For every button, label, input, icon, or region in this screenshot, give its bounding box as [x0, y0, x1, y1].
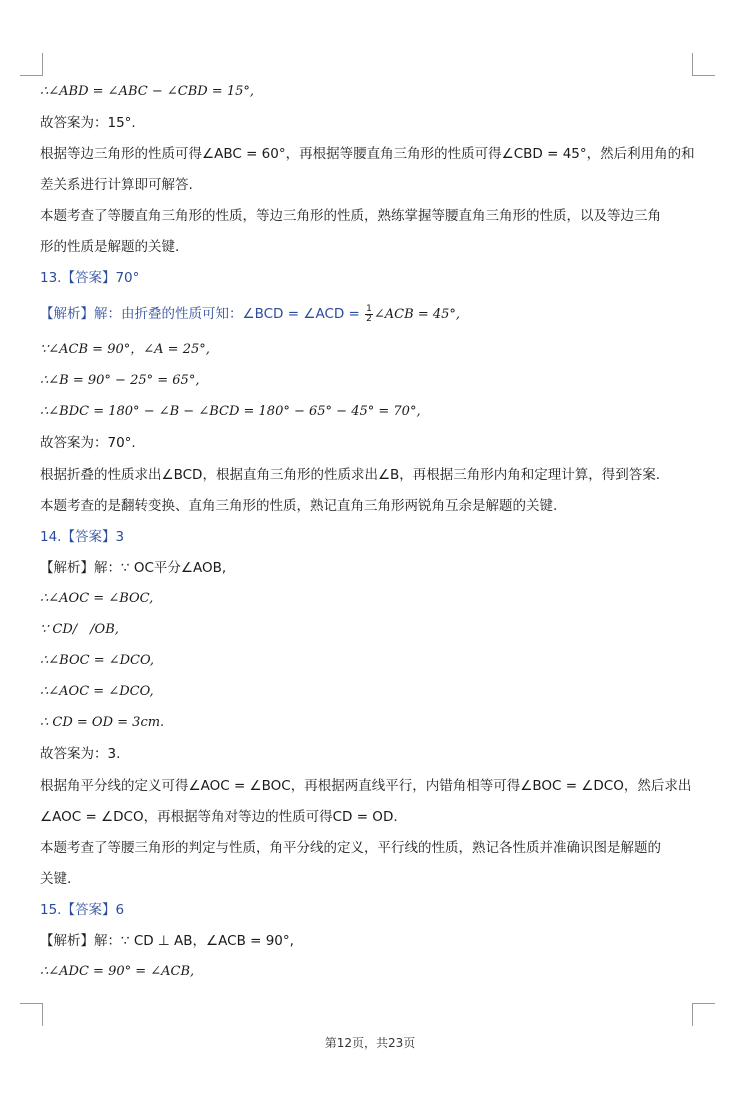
analysis-line — [40, 304, 700, 325]
text-line: ∴∠BOC = ∠DCO, — [40, 653, 155, 668]
fraction-numerator: 1 — [366, 303, 372, 314]
answer-heading: 15.【答案】6 — [40, 902, 125, 918]
page-footer: 第12页，共23页 — [324, 1036, 416, 1050]
text-line: 形的性质是解题的关键. — [40, 239, 180, 255]
text-line: 本题考查了等腰直角三角形的性质，等边三角形的性质，熟练掌握等腰直角三角形的性质，以及等边三角 — [40, 208, 661, 224]
text-line: ∴∠AOC = ∠BOC, — [40, 591, 154, 606]
text-line: 根据折叠的性质求出∠BCD，根据直角三角形的性质求出∠B，再根据三角形内角和定理计算，得到答案. — [40, 467, 661, 483]
text-line: ∵∠ACB = 90°，∠A = 25°, — [40, 342, 210, 357]
text-line: ∴∠B = 90° − 25° = 65°, — [40, 373, 200, 388]
text-line: ∵ CD/ /OB, — [40, 622, 119, 637]
analysis-tail: ∠ACB = 45°, — [373, 307, 461, 322]
fraction — [365, 305, 373, 324]
text-line: 根据角平分线的定义可得∠AOC = ∠BOC，再根据两直线平行，内错角相等可得∠BOC = ∠DCO，然后求出 — [40, 778, 692, 794]
text-line: ∴∠ABD = ∠ABC − ∠CBD = 15°, — [40, 84, 255, 99]
crop-mark-bottom-left — [20, 1003, 43, 1026]
text-line: ∴∠BDC = 180° − ∠B − ∠BCD = 180° − 65° − 45° = 70°, — [40, 404, 421, 419]
analysis-lead: 【解析】解：由折叠的性质可知：∠BCD = ∠ACD = — [40, 306, 365, 322]
text-line: ∴∠AOC = ∠DCO, — [40, 684, 154, 699]
answer-heading: 13.【答案】70° — [40, 270, 140, 286]
text-line: 差关系进行计算即可解答. — [40, 177, 193, 193]
text-line: ∴ CD = OD = 3cm. — [40, 715, 165, 730]
analysis-line: 【解析】解：∵ CD ⊥ AB，∠ACB = 90°, — [40, 933, 294, 949]
text-line: 本题考查了等腰三角形的判定与性质，角平分线的定义，平行线的性质，熟记各性质并准确识图是解题的 — [40, 840, 661, 856]
text-line: 本题考查的是翻转变换、直角三角形的性质，熟记直角三角形两锐角互余是解题的关键. — [40, 498, 558, 514]
text-line: 故答案为：15°. — [40, 115, 136, 131]
crop-mark-top-right — [692, 53, 715, 76]
analysis-line: 【解析】解：∵ OC平分∠AOB, — [40, 560, 227, 576]
text-line: 根据等边三角形的性质可得∠ABC = 60°，再根据等腰直角三角形的性质可得∠CBD = 45°，然后利用角的和 — [40, 146, 695, 162]
fraction-denominator: 2 — [366, 313, 372, 324]
text-line: ∴∠ADC = 90° = ∠ACB, — [40, 964, 195, 979]
text-line: 故答案为：3. — [40, 746, 121, 762]
text-line: ∠AOC = ∠DCO，再根据等角对等边的性质可得CD = OD. — [40, 809, 398, 825]
crop-mark-bottom-right — [692, 1003, 715, 1026]
answer-heading: 14.【答案】3 — [40, 529, 125, 545]
text-line: 关键. — [40, 871, 72, 887]
text-line: 故答案为：70°. — [40, 435, 136, 451]
crop-mark-top-left — [20, 53, 43, 76]
